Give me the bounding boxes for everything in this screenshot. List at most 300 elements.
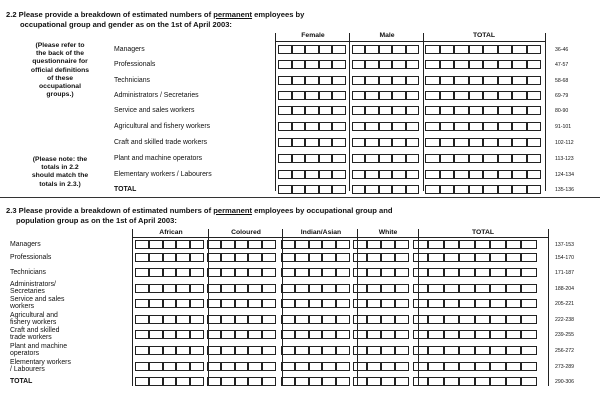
digit-box[interactable] <box>425 60 440 69</box>
digit-box[interactable] <box>319 138 333 147</box>
digit-box[interactable] <box>367 330 381 339</box>
digit-box[interactable] <box>281 299 295 308</box>
digit-box[interactable] <box>483 45 498 54</box>
digit-box[interactable] <box>459 362 475 371</box>
digit-box[interactable] <box>207 362 221 371</box>
digit-box[interactable] <box>490 346 506 355</box>
digit-box[interactable] <box>440 45 455 54</box>
digit-box[interactable] <box>490 299 506 308</box>
digit-box[interactable] <box>248 315 262 324</box>
digit-box[interactable] <box>278 45 292 54</box>
digit-box[interactable] <box>292 138 306 147</box>
digit-box[interactable] <box>235 315 249 324</box>
digit-box[interactable] <box>506 377 522 386</box>
digit-box[interactable] <box>292 122 306 131</box>
digit-box[interactable] <box>392 170 406 179</box>
digit-box[interactable] <box>425 154 440 163</box>
digit-box[interactable] <box>353 346 367 355</box>
digit-box[interactable] <box>365 170 379 179</box>
digit-box[interactable] <box>469 170 484 179</box>
digit-box[interactable] <box>506 299 522 308</box>
digit-box[interactable] <box>332 138 346 147</box>
digit-box[interactable] <box>319 122 333 131</box>
digit-box[interactable] <box>506 284 522 293</box>
digit-box[interactable] <box>392 60 406 69</box>
digit-box[interactable] <box>512 170 527 179</box>
digit-box[interactable] <box>278 60 292 69</box>
digit-box[interactable] <box>381 253 395 262</box>
digit-box[interactable] <box>379 91 393 100</box>
digit-box[interactable] <box>454 60 469 69</box>
digit-box[interactable] <box>381 268 395 277</box>
digit-box[interactable] <box>149 315 163 324</box>
digit-box[interactable] <box>428 268 444 277</box>
digit-box[interactable] <box>406 138 420 147</box>
digit-box[interactable] <box>527 138 542 147</box>
digit-box[interactable] <box>428 315 444 324</box>
digit-box[interactable] <box>176 268 190 277</box>
digit-box[interactable] <box>309 284 323 293</box>
digit-box[interactable] <box>440 170 455 179</box>
digit-box[interactable] <box>281 268 295 277</box>
digit-box[interactable] <box>469 106 484 115</box>
digit-box[interactable] <box>336 268 350 277</box>
digit-box[interactable] <box>444 315 460 324</box>
digit-box[interactable] <box>190 284 204 293</box>
digit-box[interactable] <box>392 91 406 100</box>
digit-box[interactable] <box>365 138 379 147</box>
digit-box[interactable] <box>190 299 204 308</box>
digit-box[interactable] <box>521 362 537 371</box>
digit-box[interactable] <box>444 284 460 293</box>
digit-box[interactable] <box>475 315 491 324</box>
digit-box[interactable] <box>309 268 323 277</box>
digit-box[interactable] <box>149 268 163 277</box>
digit-box[interactable] <box>248 330 262 339</box>
digit-box[interactable] <box>367 240 381 249</box>
digit-box[interactable] <box>336 315 350 324</box>
digit-box[interactable] <box>281 284 295 293</box>
digit-box[interactable] <box>381 377 395 386</box>
digit-box[interactable] <box>483 138 498 147</box>
digit-box[interactable] <box>425 122 440 131</box>
digit-box[interactable] <box>506 346 522 355</box>
digit-box[interactable] <box>163 362 177 371</box>
digit-box[interactable] <box>176 240 190 249</box>
digit-box[interactable] <box>527 185 542 194</box>
digit-box[interactable] <box>444 299 460 308</box>
digit-box[interactable] <box>444 346 460 355</box>
digit-box[interactable] <box>490 284 506 293</box>
digit-box[interactable] <box>498 154 513 163</box>
digit-box[interactable] <box>352 138 366 147</box>
digit-box[interactable] <box>336 299 350 308</box>
digit-box[interactable] <box>413 362 429 371</box>
digit-box[interactable] <box>319 91 333 100</box>
digit-box[interactable] <box>262 346 276 355</box>
digit-box[interactable] <box>281 253 295 262</box>
digit-box[interactable] <box>498 45 513 54</box>
digit-box[interactable] <box>367 268 381 277</box>
digit-box[interactable] <box>322 284 336 293</box>
digit-box[interactable] <box>319 154 333 163</box>
digit-box[interactable] <box>163 268 177 277</box>
digit-box[interactable] <box>392 138 406 147</box>
digit-box[interactable] <box>498 170 513 179</box>
digit-box[interactable] <box>413 284 429 293</box>
digit-box[interactable] <box>305 185 319 194</box>
digit-box[interactable] <box>305 76 319 85</box>
digit-box[interactable] <box>506 330 522 339</box>
digit-box[interactable] <box>292 154 306 163</box>
digit-box[interactable] <box>367 362 381 371</box>
digit-box[interactable] <box>352 76 366 85</box>
digit-box[interactable] <box>278 91 292 100</box>
digit-box[interactable] <box>319 76 333 85</box>
digit-box[interactable] <box>459 268 475 277</box>
digit-box[interactable] <box>322 330 336 339</box>
digit-box[interactable] <box>176 284 190 293</box>
digit-box[interactable] <box>221 299 235 308</box>
digit-box[interactable] <box>221 268 235 277</box>
digit-box[interactable] <box>413 268 429 277</box>
digit-box[interactable] <box>322 299 336 308</box>
digit-box[interactable] <box>413 240 429 249</box>
digit-box[interactable] <box>248 299 262 308</box>
digit-box[interactable] <box>332 45 346 54</box>
digit-box[interactable] <box>207 346 221 355</box>
digit-box[interactable] <box>512 45 527 54</box>
digit-box[interactable] <box>459 240 475 249</box>
digit-box[interactable] <box>395 299 409 308</box>
digit-box[interactable] <box>475 299 491 308</box>
digit-box[interactable] <box>506 315 522 324</box>
digit-box[interactable] <box>521 315 537 324</box>
digit-box[interactable] <box>292 170 306 179</box>
digit-box[interactable] <box>262 362 276 371</box>
digit-box[interactable] <box>336 362 350 371</box>
digit-box[interactable] <box>305 138 319 147</box>
digit-box[interactable] <box>322 315 336 324</box>
digit-box[interactable] <box>428 362 444 371</box>
digit-box[interactable] <box>352 45 366 54</box>
digit-box[interactable] <box>207 315 221 324</box>
digit-box[interactable] <box>428 330 444 339</box>
digit-box[interactable] <box>305 60 319 69</box>
digit-box[interactable] <box>444 253 460 262</box>
digit-box[interactable] <box>367 299 381 308</box>
digit-box[interactable] <box>521 377 537 386</box>
digit-box[interactable] <box>454 76 469 85</box>
digit-box[interactable] <box>149 330 163 339</box>
digit-box[interactable] <box>381 362 395 371</box>
digit-box[interactable] <box>365 60 379 69</box>
digit-box[interactable] <box>521 253 537 262</box>
digit-box[interactable] <box>512 91 527 100</box>
digit-box[interactable] <box>262 268 276 277</box>
digit-box[interactable] <box>319 45 333 54</box>
digit-box[interactable] <box>332 106 346 115</box>
digit-box[interactable] <box>527 154 542 163</box>
digit-box[interactable] <box>262 315 276 324</box>
digit-box[interactable] <box>506 253 522 262</box>
digit-box[interactable] <box>395 284 409 293</box>
digit-box[interactable] <box>352 60 366 69</box>
digit-box[interactable] <box>506 362 522 371</box>
digit-box[interactable] <box>319 170 333 179</box>
digit-box[interactable] <box>498 185 513 194</box>
digit-box[interactable] <box>469 60 484 69</box>
digit-box[interactable] <box>469 91 484 100</box>
digit-box[interactable] <box>413 330 429 339</box>
digit-box[interactable] <box>425 45 440 54</box>
digit-box[interactable] <box>309 253 323 262</box>
digit-box[interactable] <box>381 284 395 293</box>
digit-box[interactable] <box>207 284 221 293</box>
digit-box[interactable] <box>490 377 506 386</box>
digit-box[interactable] <box>353 240 367 249</box>
digit-box[interactable] <box>207 299 221 308</box>
digit-box[interactable] <box>235 330 249 339</box>
digit-box[interactable] <box>281 330 295 339</box>
digit-box[interactable] <box>190 315 204 324</box>
digit-box[interactable] <box>353 377 367 386</box>
digit-box[interactable] <box>490 240 506 249</box>
digit-box[interactable] <box>135 346 149 355</box>
digit-box[interactable] <box>406 76 420 85</box>
digit-box[interactable] <box>444 362 460 371</box>
digit-box[interactable] <box>381 299 395 308</box>
digit-box[interactable] <box>295 299 309 308</box>
digit-box[interactable] <box>459 253 475 262</box>
digit-box[interactable] <box>521 346 537 355</box>
digit-box[interactable] <box>459 315 475 324</box>
digit-box[interactable] <box>353 330 367 339</box>
digit-box[interactable] <box>469 185 484 194</box>
digit-box[interactable] <box>235 268 249 277</box>
digit-box[interactable] <box>490 362 506 371</box>
digit-box[interactable] <box>459 346 475 355</box>
digit-box[interactable] <box>149 284 163 293</box>
digit-box[interactable] <box>221 362 235 371</box>
digit-box[interactable] <box>322 362 336 371</box>
digit-box[interactable] <box>262 330 276 339</box>
digit-box[interactable] <box>521 240 537 249</box>
digit-box[interactable] <box>305 45 319 54</box>
digit-box[interactable] <box>490 253 506 262</box>
digit-box[interactable] <box>292 106 306 115</box>
digit-box[interactable] <box>425 138 440 147</box>
digit-box[interactable] <box>475 362 491 371</box>
digit-box[interactable] <box>295 268 309 277</box>
digit-box[interactable] <box>512 106 527 115</box>
digit-box[interactable] <box>379 60 393 69</box>
digit-box[interactable] <box>319 106 333 115</box>
digit-box[interactable] <box>292 60 306 69</box>
digit-box[interactable] <box>149 346 163 355</box>
digit-box[interactable] <box>395 362 409 371</box>
digit-box[interactable] <box>440 138 455 147</box>
digit-box[interactable] <box>332 170 346 179</box>
digit-box[interactable] <box>248 253 262 262</box>
digit-box[interactable] <box>367 284 381 293</box>
digit-box[interactable] <box>527 76 542 85</box>
digit-box[interactable] <box>221 284 235 293</box>
digit-box[interactable] <box>322 268 336 277</box>
digit-box[interactable] <box>295 362 309 371</box>
digit-box[interactable] <box>281 240 295 249</box>
digit-box[interactable] <box>379 170 393 179</box>
digit-box[interactable] <box>379 122 393 131</box>
digit-box[interactable] <box>512 138 527 147</box>
digit-box[interactable] <box>381 240 395 249</box>
digit-box[interactable] <box>428 377 444 386</box>
digit-box[interactable] <box>305 154 319 163</box>
digit-box[interactable] <box>278 185 292 194</box>
digit-box[interactable] <box>207 268 221 277</box>
digit-box[interactable] <box>365 76 379 85</box>
digit-box[interactable] <box>454 154 469 163</box>
digit-box[interactable] <box>459 377 475 386</box>
digit-box[interactable] <box>281 346 295 355</box>
digit-box[interactable] <box>295 240 309 249</box>
digit-box[interactable] <box>163 346 177 355</box>
digit-box[interactable] <box>365 106 379 115</box>
digit-box[interactable] <box>469 45 484 54</box>
digit-box[interactable] <box>365 122 379 131</box>
digit-box[interactable] <box>521 268 537 277</box>
digit-box[interactable] <box>309 362 323 371</box>
digit-box[interactable] <box>149 299 163 308</box>
digit-box[interactable] <box>278 122 292 131</box>
digit-box[interactable] <box>469 154 484 163</box>
digit-box[interactable] <box>367 253 381 262</box>
digit-box[interactable] <box>332 76 346 85</box>
digit-box[interactable] <box>319 60 333 69</box>
digit-box[interactable] <box>475 377 491 386</box>
digit-box[interactable] <box>440 185 455 194</box>
digit-box[interactable] <box>163 284 177 293</box>
digit-box[interactable] <box>176 330 190 339</box>
digit-box[interactable] <box>305 122 319 131</box>
digit-box[interactable] <box>336 240 350 249</box>
digit-box[interactable] <box>475 268 491 277</box>
digit-box[interactable] <box>190 377 204 386</box>
digit-box[interactable] <box>248 268 262 277</box>
digit-box[interactable] <box>332 154 346 163</box>
digit-box[interactable] <box>322 253 336 262</box>
digit-box[interactable] <box>336 346 350 355</box>
digit-box[interactable] <box>454 170 469 179</box>
digit-box[interactable] <box>309 346 323 355</box>
digit-box[interactable] <box>490 268 506 277</box>
digit-box[interactable] <box>440 76 455 85</box>
digit-box[interactable] <box>305 91 319 100</box>
digit-box[interactable] <box>440 91 455 100</box>
digit-box[interactable] <box>135 377 149 386</box>
digit-box[interactable] <box>262 253 276 262</box>
digit-box[interactable] <box>506 240 522 249</box>
digit-box[interactable] <box>135 240 149 249</box>
digit-box[interactable] <box>512 185 527 194</box>
digit-box[interactable] <box>309 299 323 308</box>
digit-box[interactable] <box>278 138 292 147</box>
digit-box[interactable] <box>483 91 498 100</box>
digit-box[interactable] <box>406 45 420 54</box>
digit-box[interactable] <box>444 268 460 277</box>
digit-box[interactable] <box>135 253 149 262</box>
digit-box[interactable] <box>163 377 177 386</box>
digit-box[interactable] <box>425 76 440 85</box>
digit-box[interactable] <box>235 253 249 262</box>
digit-box[interactable] <box>365 185 379 194</box>
digit-box[interactable] <box>365 45 379 54</box>
digit-box[interactable] <box>527 91 542 100</box>
digit-box[interactable] <box>406 154 420 163</box>
digit-box[interactable] <box>406 91 420 100</box>
digit-box[interactable] <box>469 138 484 147</box>
digit-box[interactable] <box>176 362 190 371</box>
digit-box[interactable] <box>221 315 235 324</box>
digit-box[interactable] <box>527 122 542 131</box>
digit-box[interactable] <box>483 185 498 194</box>
digit-box[interactable] <box>248 284 262 293</box>
digit-box[interactable] <box>163 315 177 324</box>
digit-box[interactable] <box>149 362 163 371</box>
digit-box[interactable] <box>332 60 346 69</box>
digit-box[interactable] <box>176 346 190 355</box>
digit-box[interactable] <box>527 45 542 54</box>
digit-box[interactable] <box>406 60 420 69</box>
digit-box[interactable] <box>352 185 366 194</box>
digit-box[interactable] <box>176 315 190 324</box>
digit-box[interactable] <box>512 76 527 85</box>
digit-box[interactable] <box>163 253 177 262</box>
digit-box[interactable] <box>353 268 367 277</box>
digit-box[interactable] <box>475 240 491 249</box>
digit-box[interactable] <box>221 377 235 386</box>
digit-box[interactable] <box>498 60 513 69</box>
digit-box[interactable] <box>428 253 444 262</box>
digit-box[interactable] <box>498 106 513 115</box>
digit-box[interactable] <box>395 377 409 386</box>
digit-box[interactable] <box>395 253 409 262</box>
digit-box[interactable] <box>149 253 163 262</box>
digit-box[interactable] <box>425 170 440 179</box>
digit-box[interactable] <box>176 377 190 386</box>
digit-box[interactable] <box>352 154 366 163</box>
digit-box[interactable] <box>190 253 204 262</box>
digit-box[interactable] <box>379 185 393 194</box>
digit-box[interactable] <box>444 330 460 339</box>
digit-box[interactable] <box>309 377 323 386</box>
digit-box[interactable] <box>248 377 262 386</box>
digit-box[interactable] <box>295 377 309 386</box>
digit-box[interactable] <box>444 377 460 386</box>
digit-box[interactable] <box>406 185 420 194</box>
digit-box[interactable] <box>190 362 204 371</box>
digit-box[interactable] <box>454 45 469 54</box>
digit-box[interactable] <box>135 362 149 371</box>
digit-box[interactable] <box>379 106 393 115</box>
digit-box[interactable] <box>483 60 498 69</box>
digit-box[interactable] <box>332 91 346 100</box>
digit-box[interactable] <box>336 284 350 293</box>
digit-box[interactable] <box>475 330 491 339</box>
digit-box[interactable] <box>281 315 295 324</box>
digit-box[interactable] <box>454 122 469 131</box>
digit-box[interactable] <box>392 154 406 163</box>
